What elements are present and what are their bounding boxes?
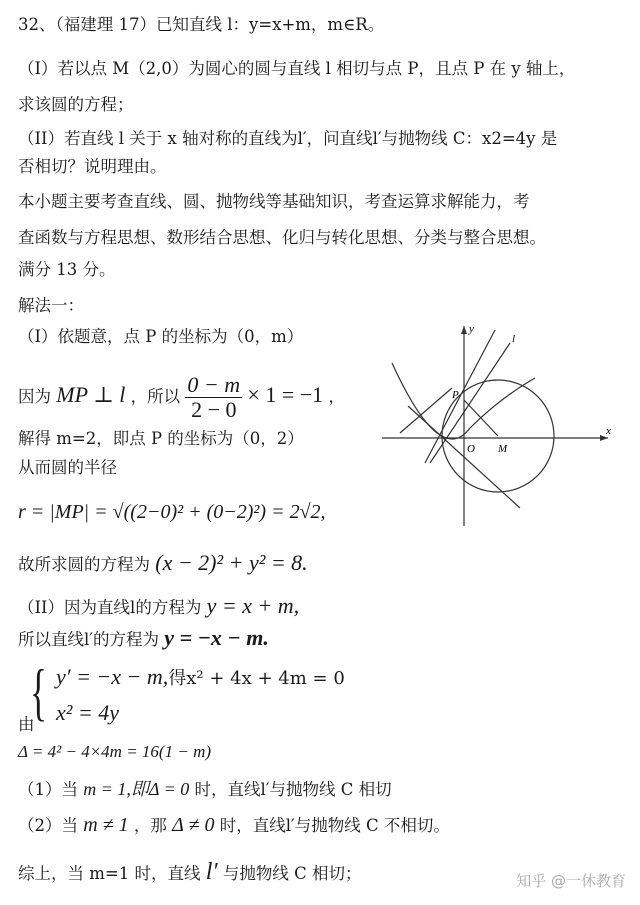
line-l-prime-equation-line (18, 624, 269, 654)
solution-part1-intro: （I）依题意，点 P 的坐标为（0，m） (18, 327, 304, 346)
case-2-text: 时，直线l′与抛物线 C 不相切。 (219, 816, 450, 835)
so-label: ，所以 (130, 387, 181, 406)
fraction-numerator: 0 − m (187, 372, 241, 397)
conclusion-prefix: 综上，当 m=1 时，直线 (18, 864, 201, 883)
y-axis-label: y (469, 323, 474, 335)
case-2-prefix: （2）当 (18, 816, 78, 835)
by-label: 由 (18, 715, 35, 734)
circle-equation-label: 故所求圆的方程为 (18, 555, 150, 574)
segment-pm (464, 400, 498, 436)
point-m-label: M (498, 443, 508, 455)
conclusion (18, 858, 362, 888)
case-2-math-2: Δ ≠ 0 (172, 814, 215, 836)
comma: ， (328, 387, 345, 406)
problem-line-3: 求该圆的方程； (18, 95, 134, 114)
slope-fraction (185, 373, 242, 422)
line-b (425, 330, 495, 463)
line-l-equation-line (18, 592, 299, 622)
watermark: 知乎 @一休教育 (516, 872, 626, 890)
analysis-line-1: 本小题主要考查直线、圆、抛物线等基础知识，考查运算求解能力，考 (18, 192, 530, 211)
analysis-line-3: 满分 13 分。 (18, 260, 116, 279)
case-1 (18, 776, 392, 803)
conclusion-math: l′ (205, 859, 218, 885)
solution-title: 解法一： (18, 296, 84, 315)
delta-equation: Δ = 4² − 4×4m = 16(1 − m) (18, 742, 212, 761)
line-l-prime-label: 所以直线l′的方程为 (18, 630, 160, 649)
system-result: 得x² + 4x + 4m = 0 (168, 668, 345, 689)
point-p-label: P (452, 389, 459, 401)
conclusion-text: 与抛物线 C 相切； (222, 864, 362, 883)
problem-line-5: 否相切？说明理由。 (18, 157, 167, 176)
line-l-equation: y = x + m, (206, 593, 300, 618)
system-eq-2: x² = 4y (56, 700, 119, 725)
line-l-label: l (512, 333, 516, 345)
geometry-figure (370, 318, 620, 538)
case-1-prefix: （1）当 (18, 780, 78, 799)
solution-solve-m: 解得 m=2，即点 P 的坐标为（0，2） (18, 429, 304, 448)
x-axis-label: x (606, 425, 611, 437)
fraction-denominator: 2 − 0 (191, 397, 237, 422)
case-2-mid: ，那 (133, 816, 167, 835)
perpendicular-line (18, 372, 345, 422)
because-label: 因为 (18, 387, 51, 406)
circle-equation: (x − 2)² + y² = 8. (155, 550, 308, 575)
fraction-rest: × 1 = −1 (247, 382, 324, 407)
solution-radius-label: 从而圆的半径 (18, 458, 117, 477)
case-1-text: 时，直线l′与抛物线 C 相切 (194, 780, 392, 799)
case-2-math: m ≠ 1 (83, 814, 129, 836)
problem-line-1: 32、（福建理 17）已知直线 l：y=x+m，m∈R。 (18, 15, 385, 34)
radius-equation: r = |MP| = √((2−0)² + (0−2)²) = 2√2, (18, 501, 326, 523)
system-row-1 (56, 664, 345, 692)
y-axis-arrow (461, 326, 467, 334)
line-l-prime-equation: y = −x − m. (164, 625, 269, 650)
circle-equation-line (18, 548, 308, 580)
perpendicular-math: MP ⊥ l (56, 382, 126, 407)
system-eq-1: y′ = −x − m, (56, 664, 169, 689)
system-brace: { (30, 656, 47, 727)
case-2 (18, 812, 450, 839)
analysis-line-2: 查函数与方程思想、数形结合思想、化归与转化思想、分类与整合思想。 (18, 228, 546, 247)
origin-label: O (467, 443, 475, 455)
case-1-math: m = 1,即Δ = 0 (83, 779, 190, 799)
problem-line-2: （I）若以点 M（2,0）为圆心的圆与直线 l 相切与点 P，且点 P 在 y 轴上， (18, 59, 576, 78)
line-l-label: （II）因为直线l的方程为 (18, 598, 202, 617)
problem-line-4: （II）若直线 l 关于 x 轴对称的直线为l′，问直线l′与抛物线 C：x2=4y 是 (18, 129, 558, 148)
tangent-circle (442, 380, 554, 492)
